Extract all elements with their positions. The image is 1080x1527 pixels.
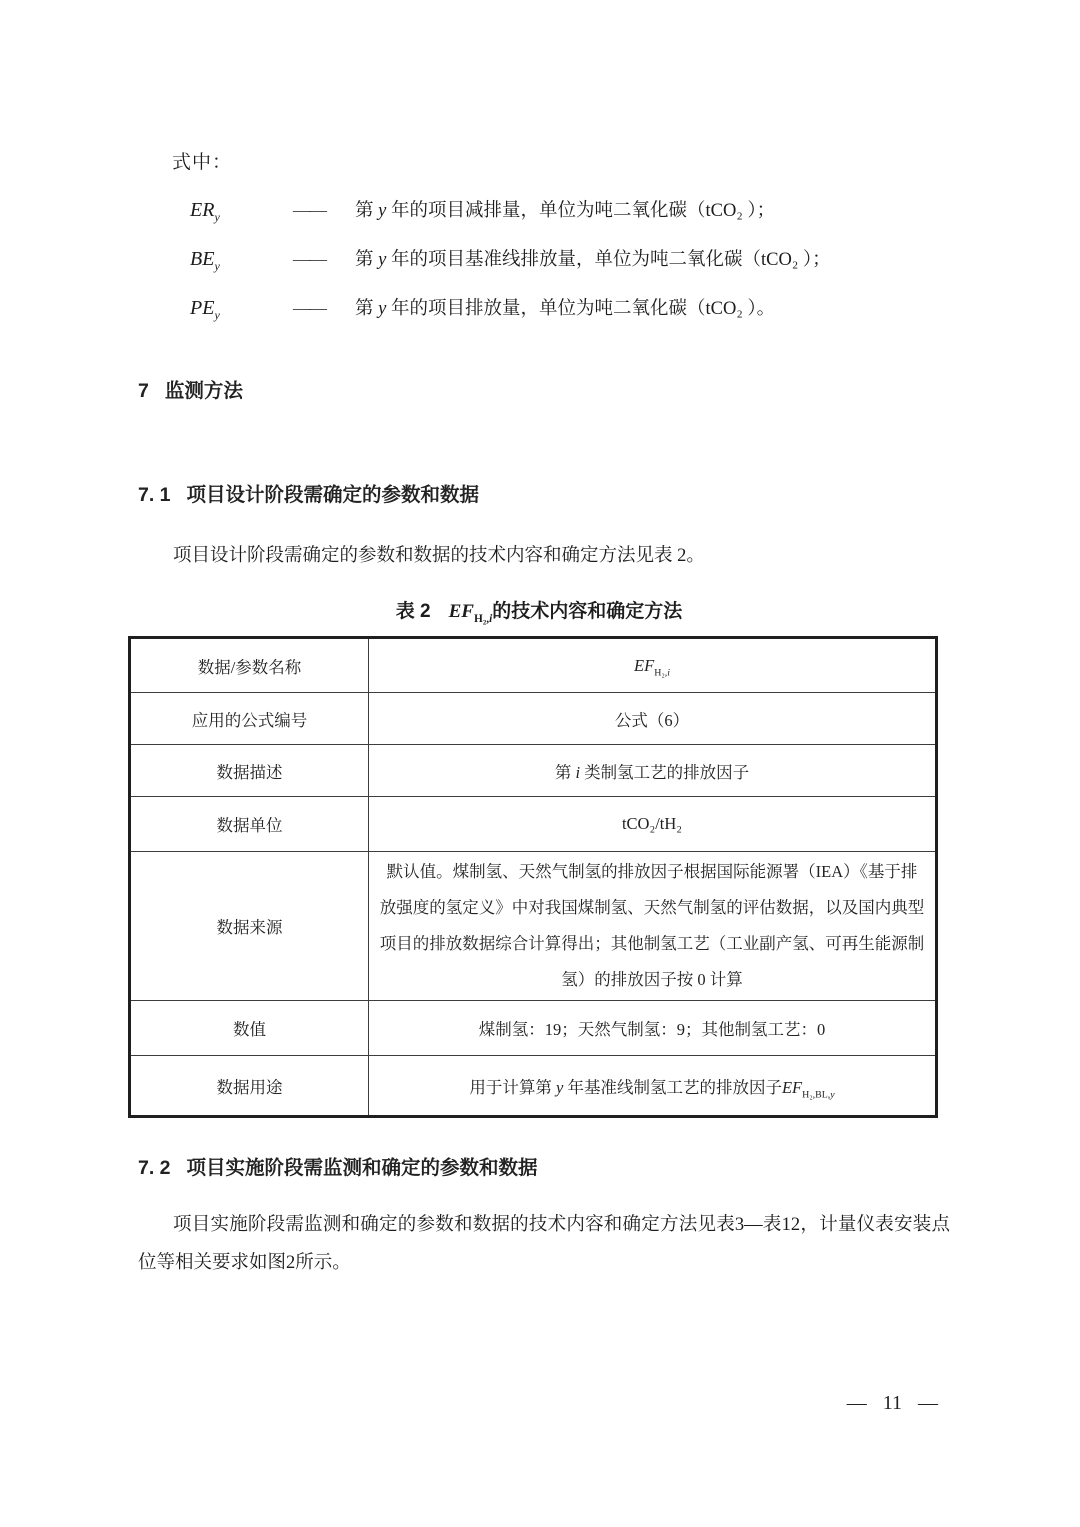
desc-post: 年的项目基准线排放量，单位为吨二氧化碳（tCO₂ ）； <box>386 250 831 270</box>
desc-pre: 第 <box>355 299 379 319</box>
term-symbol <box>190 248 293 271</box>
ef-base: EF <box>781 1077 803 1097</box>
page-number <box>847 1392 938 1415</box>
table-row-name <box>130 638 937 693</box>
symbol-sub: y <box>214 210 220 224</box>
term-dash: —— <box>293 249 325 269</box>
row-label: 数据单位 <box>130 797 369 852</box>
symbol-sub: y <box>214 259 220 273</box>
formula-term-er <box>190 196 940 245</box>
table-row-unit <box>130 797 937 852</box>
row-label: 数据/参数名称 <box>130 638 369 693</box>
row-value <box>369 1056 937 1117</box>
row-value: 煤制氢：19；天然气制氢：9；其他制氢工艺：0 <box>369 1001 937 1056</box>
ef-formula <box>634 655 670 678</box>
ef-base: EF <box>448 601 474 622</box>
term-symbol <box>190 297 293 320</box>
table-2-caption <box>138 596 940 623</box>
section-7-1-heading <box>138 479 940 507</box>
row-value <box>369 638 937 693</box>
row-value: 默认值。煤制氢、天然气制氢的排放因子根据国际能源署（IEA）《基于排放强度的氢定义》中对我国煤制氢、天然气制氢的评估数据，以及国内典型项目的排放数据综合计算得出；其他制氢工艺（工业副产氢、可再生能源制氢）的排放因子按 0 计算 <box>369 852 937 1001</box>
desc-var: y <box>378 299 387 319</box>
row-label: 数据描述 <box>130 745 369 797</box>
table-row-description <box>130 745 937 797</box>
desc-var: y <box>378 250 387 270</box>
desc-pre: 第 <box>355 250 379 270</box>
table-row-value <box>130 1001 937 1056</box>
desc-var: y <box>378 201 387 221</box>
paragraph-7-1: 项目设计阶段需确定的参数和数据的技术内容和确定方法见表 2。 <box>173 546 705 566</box>
term-description <box>355 245 940 271</box>
table-row-source <box>130 852 937 1001</box>
ef-base: EF <box>634 655 655 675</box>
row-label: 应用的公式编号 <box>130 693 369 745</box>
usage-pre: 用于计算第 <box>469 1077 556 1097</box>
usage-post: 年基准线制氢工艺的排放因子 <box>563 1077 782 1097</box>
section-number: 7. 2 <box>138 1157 171 1179</box>
section-7-2-heading <box>138 1152 940 1180</box>
desc-post: 年的项目减排量，单位为吨二氧化碳（tCO₂ ）； <box>386 201 776 221</box>
term-symbol <box>190 199 293 222</box>
ef-formula <box>448 601 493 625</box>
symbol-base: ER <box>190 199 215 221</box>
ef-sub-main: H₂,BL, <box>802 1088 831 1100</box>
symbol-base: BE <box>190 248 215 270</box>
row-label: 数据来源 <box>130 852 369 1001</box>
ef-sub-var: i <box>489 612 493 625</box>
table-2 <box>128 636 938 1118</box>
section-title: 项目设计阶段需确定的参数和数据 <box>186 484 480 506</box>
ef-sub-var: i <box>667 666 670 678</box>
section-title: 项目实施阶段需监测和确定的参数和数据 <box>186 1157 538 1179</box>
section-number: 7 <box>138 380 149 402</box>
formula-intro: 式中： <box>172 152 233 173</box>
row-label: 数据用途 <box>130 1056 369 1117</box>
ef-sub-main: H₂, <box>654 666 668 678</box>
section-title: 监测方法 <box>164 380 243 402</box>
page-number-value: 11 <box>882 1392 902 1414</box>
desc-pre: 第 <box>554 762 576 782</box>
ef-sub-var: y <box>830 1088 835 1100</box>
ef-formula <box>781 1077 835 1100</box>
row-value: 公式（6） <box>369 693 937 745</box>
formula-term-list <box>138 196 940 343</box>
table-caption-number: 表 2 <box>395 601 431 622</box>
table-caption-text: 的技术内容和确定方法 <box>492 601 683 622</box>
section-7-heading <box>138 375 940 403</box>
row-label: 数值 <box>130 1001 369 1056</box>
term-description <box>355 196 940 222</box>
ef-sub-main: H₂, <box>473 612 490 625</box>
usage-var: y <box>555 1077 564 1097</box>
term-description <box>355 294 940 320</box>
desc-post: 年的项目排放量，单位为吨二氧化碳（tCO₂ ）。 <box>386 299 776 319</box>
table-row-usage <box>130 1056 937 1117</box>
table-row-formula-no <box>130 693 937 745</box>
desc-post: 类制氢工艺的排放因子 <box>580 762 750 782</box>
formula-term-pe <box>190 294 940 343</box>
page-number-dash-right: — <box>918 1392 938 1414</box>
section-number: 7. 1 <box>138 484 171 506</box>
symbol-sub: y <box>214 308 220 322</box>
formula-term-be <box>190 245 940 294</box>
term-dash: —— <box>293 298 325 318</box>
term-dash: —— <box>293 200 325 220</box>
desc-pre: 第 <box>355 201 379 221</box>
page-number-dash-left: — <box>846 1392 867 1414</box>
row-value: tCO₂/tH₂ <box>369 797 937 852</box>
row-value <box>369 745 937 797</box>
desc-var: i <box>575 762 581 782</box>
paragraph-7-2: 项目实施阶段需监测和确定的参数和数据的技术内容和确定方法见表3—表12，计量仪表安装点位等相关要求如图2所示。 <box>138 1215 950 1273</box>
symbol-base: PE <box>190 297 215 319</box>
